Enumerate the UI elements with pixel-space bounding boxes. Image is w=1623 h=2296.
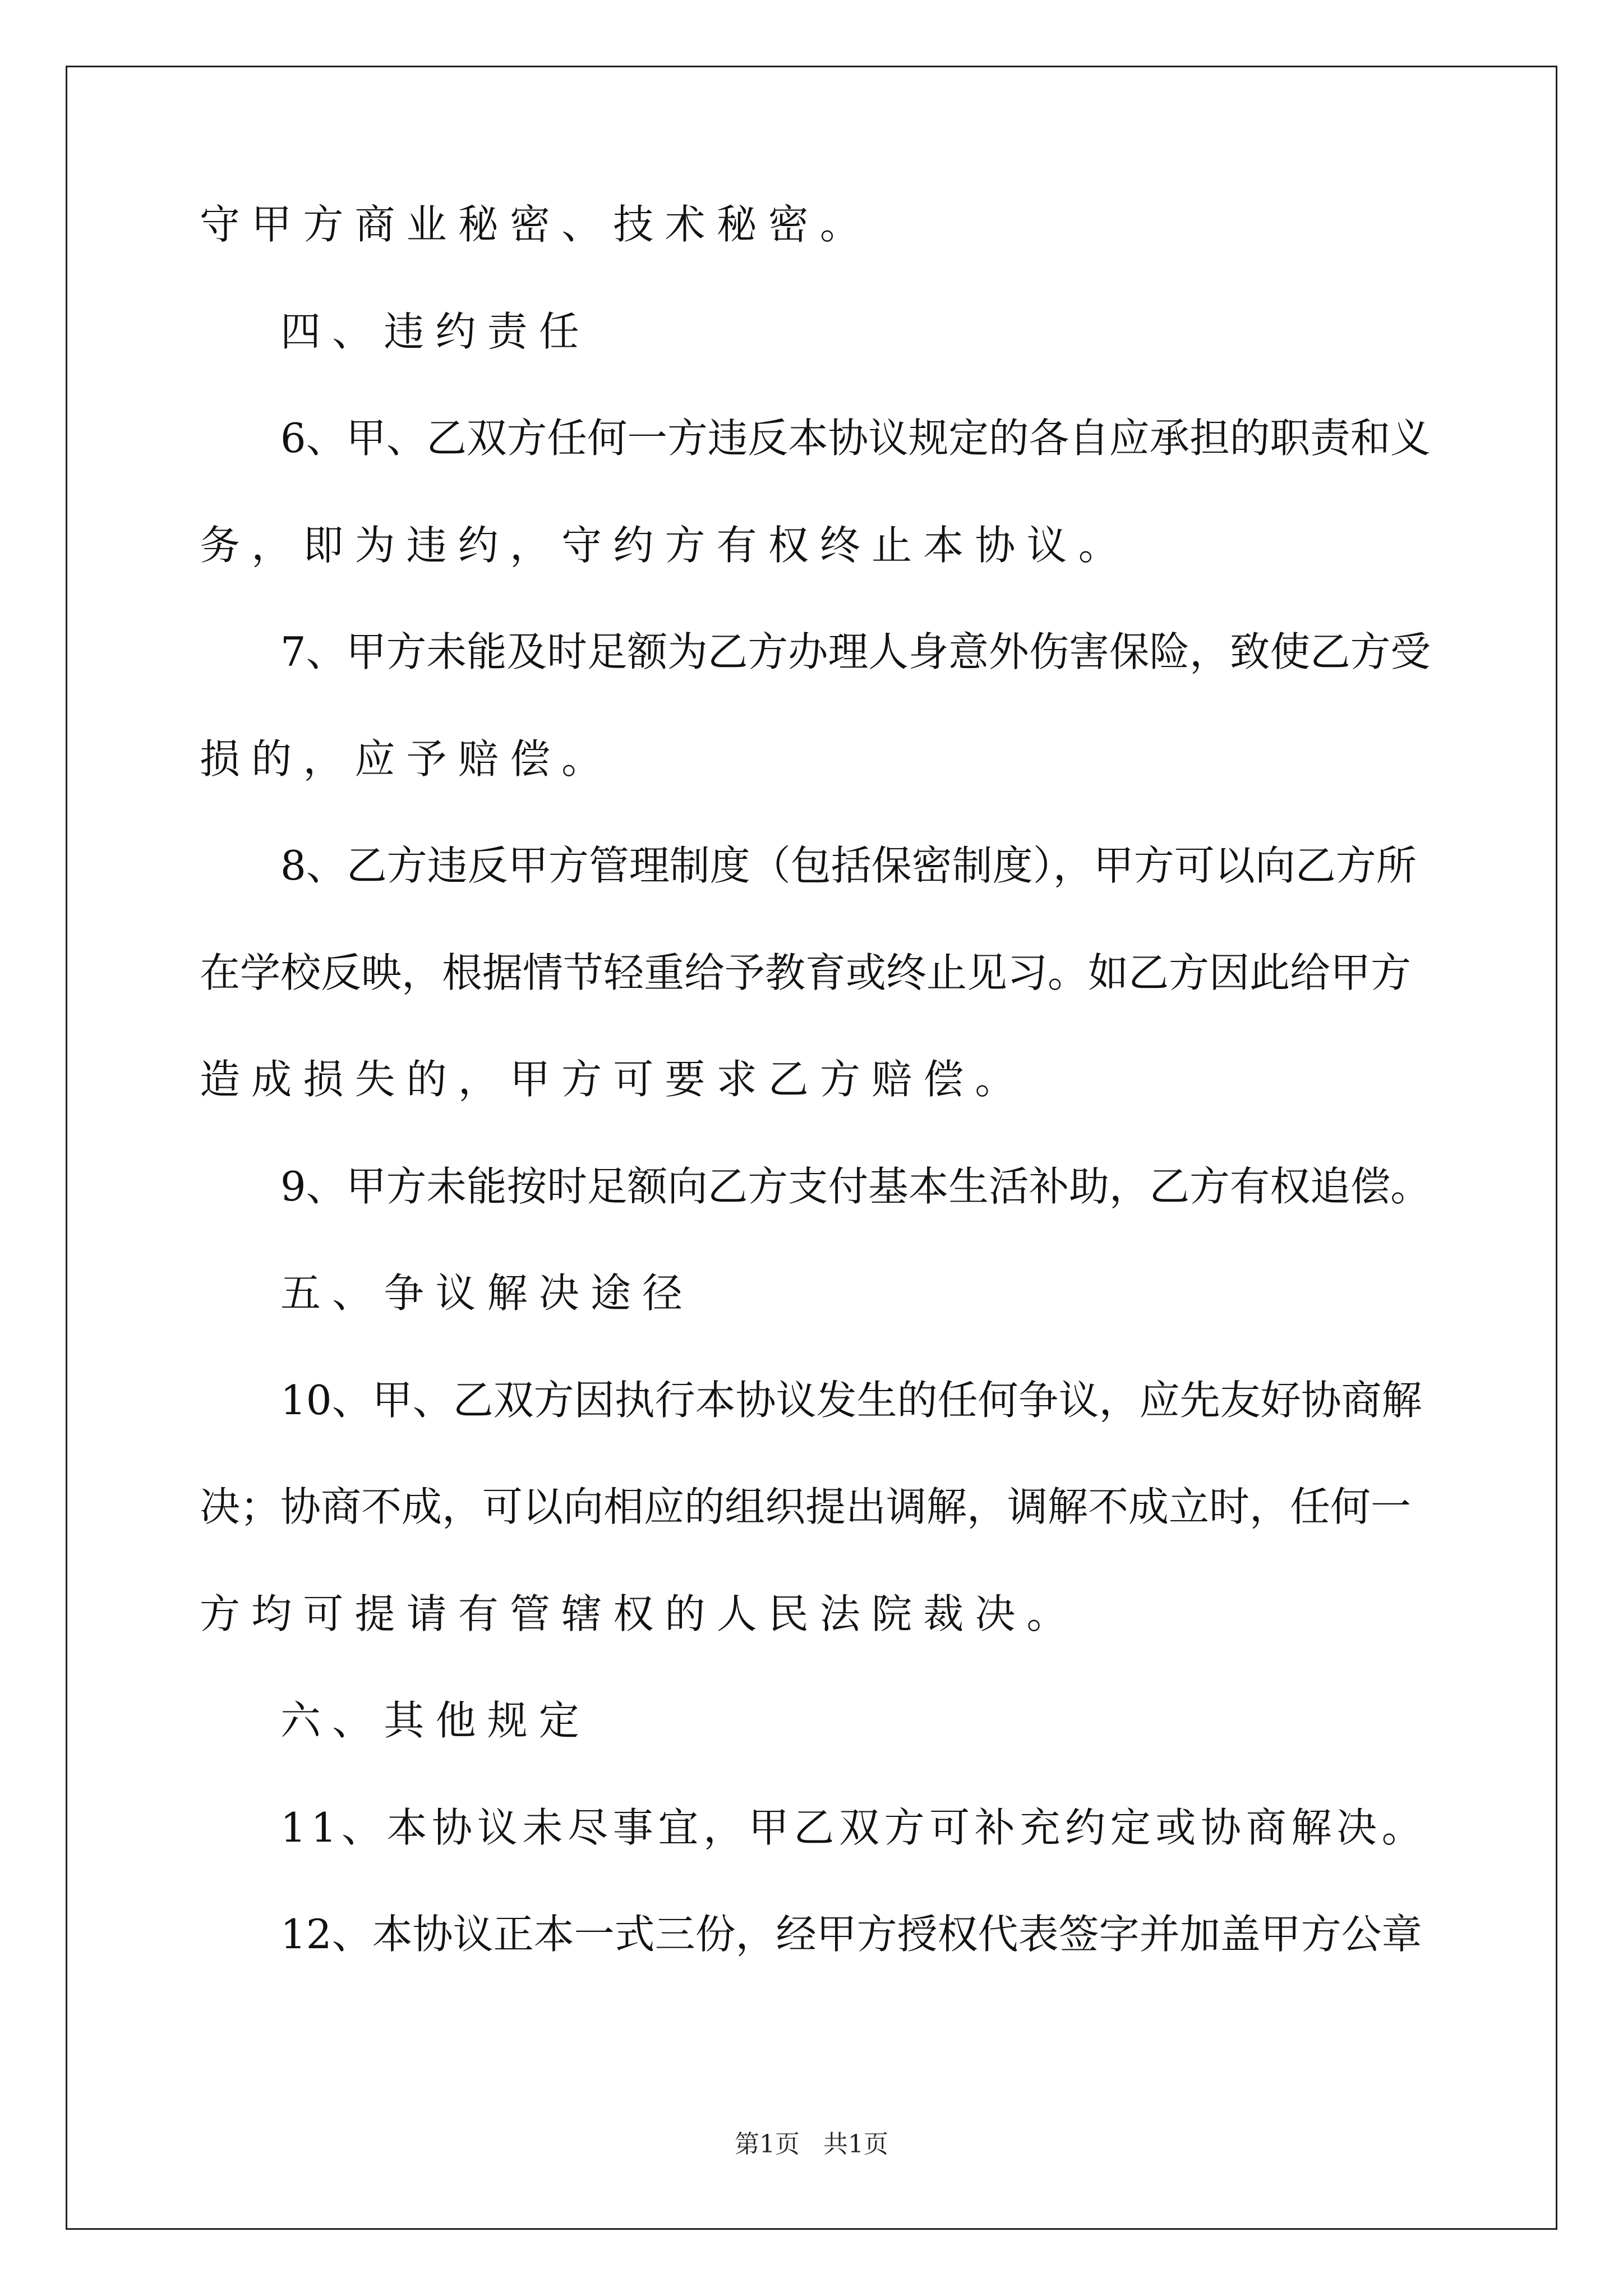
section-heading: 四、违约责任: [280, 307, 591, 355]
text-line: 决；协商不成，可以向相应的组织提出调解，调解不成立时，任何一: [200, 1483, 1412, 1530]
text-line: 方均可提请有管辖权的人民法院裁决。: [200, 1590, 1078, 1637]
text-line: 8、乙方违反甲方管理制度（包括保密制度），甲方可以向乙方所: [280, 842, 1417, 889]
text-line: 损的，应予赔偿。: [200, 735, 614, 783]
section-heading: 五、争议解决途径: [280, 1269, 694, 1317]
text-line: 6、甲、乙双方任何一方违反本协议规定的各自应承担的职责和义: [280, 415, 1431, 462]
text-line: 9、甲方未能按时足额向乙方支付基本生活补助，乙方有权追偿。: [280, 1162, 1431, 1210]
page-footer: 第1页 共1页: [735, 2130, 888, 2159]
text-line: 10、甲、乙双方因执行本协议发生的任何争议，应先友好协商解: [280, 1376, 1422, 1424]
text-line: 守甲方商业秘密、技术秘密。: [200, 201, 872, 248]
text-line: 在学校反映，根据情节轻重给予教育或终止见习。如乙方因此给甲方: [200, 949, 1412, 996]
text-line: 11、本协议未尽事宜，甲乙双方可补充约定或协商解决。: [280, 1803, 1427, 1851]
text-line: 造成损失的，甲方可要求乙方赔偿。: [200, 1056, 1027, 1103]
section-heading: 六、其他规定: [280, 1697, 591, 1744]
text-line: 7、甲方未能及时足额为乙方办理人身意外伤害保险，致使乙方受: [280, 628, 1431, 675]
page-border: [66, 66, 1557, 2230]
text-line: 12、本协议正本一式三份，经甲方授权代表签字并加盖甲方公章: [280, 1911, 1422, 1958]
text-line: 务，即为违约，守约方有权终止本协议。: [200, 521, 1130, 569]
